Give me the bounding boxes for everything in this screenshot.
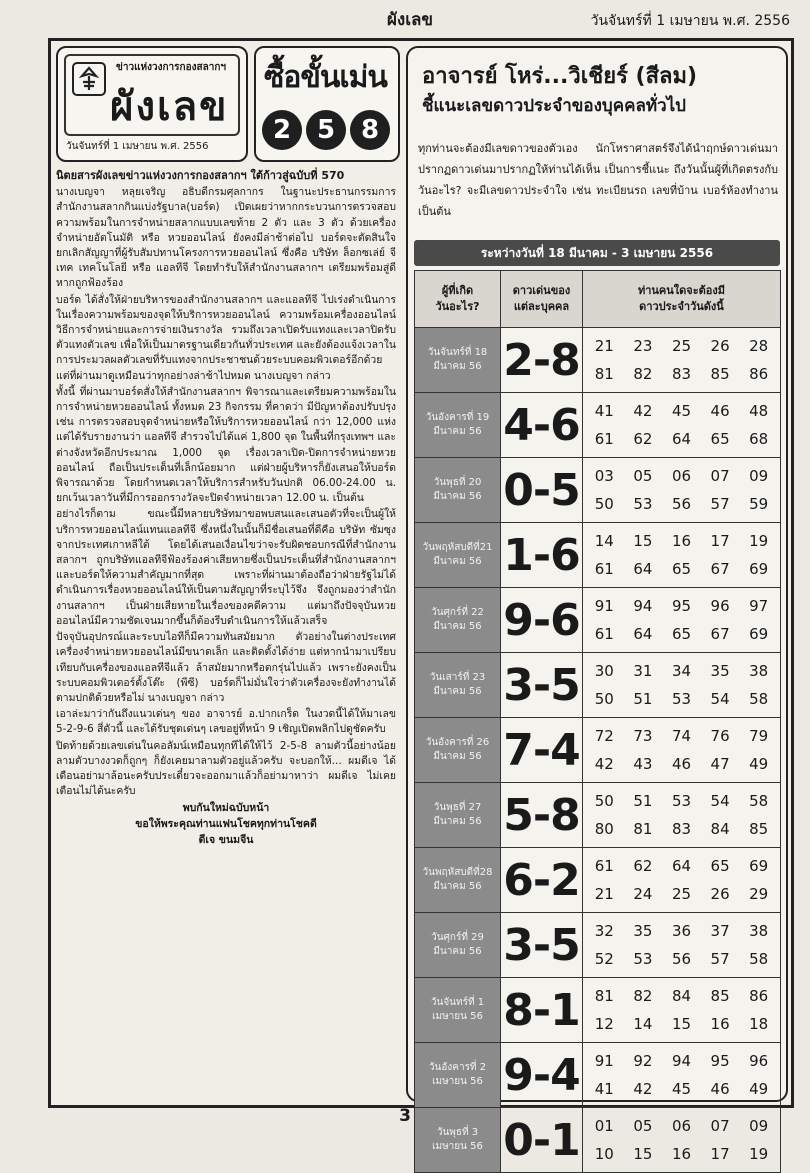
lucky-number: 69 <box>749 560 769 578</box>
lucky-number: 65 <box>710 430 730 448</box>
lucky-number: 49 <box>749 755 769 773</box>
logo-date: วันจันทร์ที่ 1 เมษายน พ.ศ. 2556 <box>66 141 209 152</box>
lucky-number: 51 <box>633 690 653 708</box>
lucky-number: 09 <box>749 1117 769 1135</box>
lucky-number: 85 <box>749 820 769 838</box>
lucky-number: 23 <box>633 337 653 355</box>
news-article <box>56 168 396 848</box>
lucky-number: 85 <box>710 987 730 1005</box>
header-birth-day: ผู้ที่เกิด วันอะไร? <box>415 271 501 328</box>
column-title: อาจารย์ โหร่...วิเชียร์ (สีลม) <box>422 64 698 89</box>
lucky-number: 81 <box>594 365 614 383</box>
lucky-number: 15 <box>633 532 653 550</box>
lucky-number: 53 <box>633 495 653 513</box>
lucky-number: 79 <box>749 727 769 745</box>
signoff-line: ขอให้พระคุณท่านแฟนโชคทุกท่านโชคดี <box>135 818 317 831</box>
lucky-number: 57 <box>710 495 730 513</box>
logo-top-text: ข่าวแห่งวงการกองสลากฯ <box>116 62 226 73</box>
lucky-number: 65 <box>671 560 692 578</box>
lucky-number: 72 <box>594 727 614 745</box>
lucky-number: 54 <box>710 792 730 810</box>
lucky-number: 52 <box>594 950 614 968</box>
table-row <box>415 523 781 588</box>
lucky-number: 42 <box>594 755 614 773</box>
row-day: วันอังคารที่ 26 มีนาคม 56 <box>415 718 501 783</box>
lucky-number: 38 <box>749 922 769 940</box>
lucky-number: 81 <box>633 820 653 838</box>
lucky-number: 36 <box>671 922 692 940</box>
lucky-number: 43 <box>633 755 653 773</box>
lucky-number: 47 <box>710 755 730 773</box>
row-lucky-numbers <box>583 913 781 978</box>
lucky-number: 06 <box>671 1117 692 1135</box>
lucky-number: 06 <box>671 467 692 485</box>
lucky-number: 84 <box>671 987 692 1005</box>
row-day: วันเสาร์ที่ 23 มีนาคม 56 <box>415 653 501 718</box>
row-lucky-pair: 1-6 <box>501 523 583 588</box>
lucky-number: 95 <box>710 1052 730 1070</box>
lucky-number: 14 <box>594 532 614 550</box>
table-row <box>415 588 781 653</box>
signoff-author: ดีเจ ขนมจีน <box>198 834 254 847</box>
lucky-number: 12 <box>594 1015 614 1033</box>
lucky-number: 95 <box>671 597 692 615</box>
lucky-number: 38 <box>749 662 769 680</box>
signoff-line: พบกันใหม่ฉบับหน้า <box>182 802 270 815</box>
astrology-column <box>406 46 788 1166</box>
lucky-number: 05 <box>633 1117 653 1135</box>
row-lucky-pair: 4-6 <box>501 393 583 458</box>
lucky-number: 82 <box>633 987 653 1005</box>
row-day: วันพฤหัสบดีที่28 มีนาคม 56 <box>415 848 501 913</box>
weekly-pick-title: ซื้อขั้นเม่น <box>264 60 387 95</box>
lucky-number: 58 <box>749 950 769 968</box>
table-row <box>415 1108 781 1173</box>
header-lucky-numbers: ท่านคนใดจะต้องมี ดาวประจำวันดังนี้ <box>583 271 781 328</box>
lucky-number: 07 <box>710 467 730 485</box>
lucky-number: 09 <box>749 467 769 485</box>
column-subtitle: ชี้แนะเลขดาวประจำของบุคคลทั่วไป <box>422 96 686 116</box>
lucky-number: 45 <box>671 1080 692 1098</box>
lucky-number: 26 <box>710 337 730 355</box>
header-lucky-pair: ดาวเด่นของ แต่ละบุคคล <box>501 271 583 328</box>
lucky-number: 74 <box>671 727 692 745</box>
lucky-number: 10 <box>594 1145 614 1163</box>
lucky-number: 53 <box>671 690 692 708</box>
lucky-number: 32 <box>594 922 614 940</box>
row-day: วันพุธที่ 20 มีนาคม 56 <box>415 458 501 523</box>
lucky-number: 34 <box>671 662 692 680</box>
lucky-number: 26 <box>710 885 730 903</box>
lucky-number: 73 <box>633 727 653 745</box>
row-lucky-numbers <box>583 848 781 913</box>
table-row <box>415 458 781 523</box>
row-lucky-pair: 0-5 <box>501 458 583 523</box>
lucky-number: 15 <box>633 1145 653 1163</box>
lucky-number: 96 <box>710 597 730 615</box>
lucky-number: 42 <box>633 1080 653 1098</box>
row-day: วันจันทร์ที่ 18 มีนาคม 56 <box>415 328 501 393</box>
magazine-logo <box>56 46 248 162</box>
lucky-number: 84 <box>710 820 730 838</box>
lucky-number: 14 <box>633 1015 653 1033</box>
table-row <box>415 718 781 783</box>
lucky-number: 67 <box>710 560 730 578</box>
lucky-number: 80 <box>594 820 614 838</box>
row-lucky-pair: 9-6 <box>501 588 583 653</box>
lucky-number: 69 <box>749 625 769 643</box>
row-day: วันศุกร์ที่ 29 มีนาคม 56 <box>415 913 501 978</box>
lucky-number: 31 <box>633 662 653 680</box>
lucky-number: 83 <box>671 365 692 383</box>
lucky-number: 65 <box>710 857 730 875</box>
table-row <box>415 393 781 458</box>
lucky-number: 83 <box>671 820 692 838</box>
lucky-number: 21 <box>594 337 614 355</box>
row-day: วันพฤหัสบดีที่21 มีนาคม 56 <box>415 523 501 588</box>
row-lucky-numbers <box>583 783 781 848</box>
article-paragraph: ปิดท้ายด้วยเลขเด่นในคอลัมน์เหมือนทุกทีได้ให้ไว้ 2-5-8 ลามตัวนี้อย่างน้อยลามตัวบางงวดก็ถูกๆ ก็ยังเคยมาลามตัวอยู่แล้วครับ จะบอกให้... ผมดีเจ ได้เดือนอย่ามาล้อนะครับประเดี๋ยวจะออกมาแล้วก็อย่ามาหาว่า ผมดีเจ ไม่เคยเตือนไม่ได้นะครับ <box>56 739 396 798</box>
row-lucky-numbers <box>583 653 781 718</box>
lucky-number: 35 <box>633 922 653 940</box>
lucky-number: 68 <box>749 430 769 448</box>
row-lucky-numbers <box>583 523 781 588</box>
row-lucky-numbers <box>583 1108 781 1173</box>
lucky-number: 46 <box>710 1080 730 1098</box>
lucky-number: 37 <box>710 922 730 940</box>
lucky-number: 96 <box>749 1052 769 1070</box>
table-row <box>415 328 781 393</box>
lucky-number: 50 <box>594 495 614 513</box>
lucky-number: 17 <box>710 532 730 550</box>
row-lucky-pair: 2-8 <box>501 328 583 393</box>
row-day: วันอังคารที่ 19 มีนาคม 56 <box>415 393 501 458</box>
lucky-number: 64 <box>671 857 692 875</box>
lucky-number: 28 <box>749 337 769 355</box>
table-row <box>415 848 781 913</box>
lucky-number: 35 <box>710 662 730 680</box>
lucky-number: 61 <box>594 560 614 578</box>
logo-inner-box <box>64 54 240 136</box>
lucky-number: 81 <box>594 987 614 1005</box>
lucky-number: 29 <box>749 885 769 903</box>
lucky-number: 50 <box>594 690 614 708</box>
table-row <box>415 978 781 1043</box>
lucky-number: 19 <box>749 1145 769 1163</box>
lucky-number: 62 <box>633 430 653 448</box>
lucky-number: 62 <box>633 857 653 875</box>
lucky-number: 48 <box>749 402 769 420</box>
lucky-number: 91 <box>594 1052 614 1070</box>
article-paragraph: ปัจจุบันอุปกรณ์และระบบไอทีก็มีความทันสมัยมาก ตัวอย่างในต่างประเทศเครื่องจำหน่ายหวยออนไลน์มีขนาดเล็ก และติดตั้งได้ง่าย แต่หากนำมาเปรียบเทียบกับเครื่องของแอลทีจีแล้ว ล้าสมัยมากหรือตกรุ่นไปแล้ว เพราะยังคงเป็นระบบคอมพิวเตอร์ตั้งโต๊ะ (พีซี) บอร์ดก็ไม่มั่นใจว่าตัวเครื่องจะยังทำงานได้ตามปกติด้วยหรือไม่ นางเบญจา กล่าว <box>56 631 396 704</box>
page-number: 3 <box>399 1106 411 1126</box>
lucky-number: 56 <box>671 495 692 513</box>
column-intro: ทุกท่านจะต้องมีเลขดาวของตัวเอง นักโหราศาสตร์จึงได้นำฤกษ์ดาวเด่นมาปรากฏดาวเด่นมาปรากฏให้ท่านได้เห็น เป็นการชี้แนะ ถึงวันนั้นผู้ที่เกิดตรงกับวันอะไร? จะมีเลขดาวประจำใจ เช่น ทะเบียนรถ เลขที่บ้าน เบอร์ห้องทำงาน เป็นต้น <box>418 142 778 218</box>
lucky-number: 30 <box>594 662 614 680</box>
lucky-number: 41 <box>594 1080 614 1098</box>
lucky-number: 64 <box>633 560 653 578</box>
lucky-number: 25 <box>671 337 692 355</box>
table-row <box>415 783 781 848</box>
lucky-number: 46 <box>710 402 730 420</box>
paper-name: ผังเลข <box>386 10 434 30</box>
lucky-number: 82 <box>633 365 653 383</box>
lucky-number: 50 <box>594 792 614 810</box>
row-lucky-numbers <box>583 458 781 523</box>
lucky-number: 42 <box>633 402 653 420</box>
article-paragraph: อย่างไรก็ตาม ขณะนี้มีหลายบริษัทมาขอพบสนและเสนอตัวที่จะเป็นผู้ให้บริการหวยออนไลน์แทนแอลทีจี ซึ่งหนึ่งในนั้นก็มีชื่อเสนอที่ดีคือ บริษัท ซัมซุง จากประเทศเกาหลีใต้ โดยได้เสนอเงื่อนไขว่าจะรับผิดชอบกรณีที่สำนักงานสลากฯ ถูกบริษัทแอลทีจีฟ้องร้องค่าเสียหายซึ่งเป็นประเด็นที่สำนักงานสลากฯ และบอร์ดให้ความสำคัญมากที่สุด เพราะที่ผ่านมาต้องถือว่าฝ่ายรัฐไม่ได้ดำเนินการเรื่องหวยออนไลน์ให้เป็นตามสัญญาที่ระบุไว้จึง จึงถูกมองว่าสำนักงานสลากฯ เป็นฝ่ายเสียหายในเรื่องของคดีความ แต่มาถึงปัจจุบันหวยออนไลน์มีความชัดเจนมากขึ้นก็ต้องรีบดำเนินการให้แล้วเสร็จ <box>56 508 396 627</box>
table-row <box>415 1043 781 1108</box>
lucky-number: 56 <box>671 950 692 968</box>
article-paragraph: บอร์ด ได้สั่งให้ฝ่ายบริหารของสำนักงานสลากฯ และแอลทีจี ไปเร่งดำเนินการในเรื่องความพร้อมของจุดให้บริการหวยออนไลน์ ความพร้อมเครื่องออนไลน์ วิธีการจำหน่ายและการจ่ายเงินรางวัล รวมถึงเวลาเปิดรับแทงและเวลาปิดรับตัวแทงตัวเลข เพื่อให้เป็นมาตรฐานเดียวกันทั่วประเทศ และยังต้องแจ้งเวลาในการประมวลผลตัวเลขที่รับแทงจากประชาชนด้วยระบบคอมพิวเตอร์อีกด้วย แต่ที่ผ่านมาดูเหมือนว่าทุกอย่างล่าช้าไปหมด นางเบญจา กล่าว <box>56 293 396 382</box>
lucky-number: 51 <box>633 792 653 810</box>
article-title: นิตยสารผังเลขข่าวแห่งวงการกองสลากฯ ใต้ก้าวสู่ฉบับที่ 570 <box>56 169 345 182</box>
row-lucky-numbers <box>583 1043 781 1108</box>
lucky-number: 91 <box>594 597 614 615</box>
lucky-number: 53 <box>671 792 692 810</box>
issue-date: วันจันทร์ที่ 1 เมษายน พ.ศ. 2556 <box>590 13 790 29</box>
lucky-number: 76 <box>710 727 730 745</box>
row-lucky-pair: 3-5 <box>501 913 583 978</box>
lucky-number: 07 <box>710 1117 730 1135</box>
article-paragraph: นางเบญจา หลุยเจริญ อธิบดีกรมศุลกากร ในฐานะประธานกรรมการสำนักงานสลากกินแบ่งรัฐบาล(บอร์ด) เปิดเผยว่าหากกระบวนการตรวจสอบความพร้อมในการจำหน่ายสลากแบบเลขท้าย 2 ตัว และ 3 ตัว ด้วยเครื่องจำหน่ายอัตโนมัติ หรือ หวยออนไลน์ ยังคงมีล่าช้าต่อไป บอร์ดจะตัดสินใจยกเลิกสัญญาที่ผู้รับสัมปทานโครงการหวยออนไลน์ ซึ่งคือ บริษัท ล็อกซเล่ย์ จีเทค เทคโนโลยี หรือ แอลทีจี โดยทำรับให้สำนักงานสลากฯ เตรียมพร้อมสู่ดีหากถูกฟ้องร้อง <box>56 186 396 290</box>
article-paragraph: ทั้งนี้ ที่ผ่านมาบอร์ดสั่งให้สำนักงานสลากฯ พิจารณาและเตรียมความพร้อมในการจำหน่ายหวยออนไลน์ ทั้งหมด 23 กิจกรรม ที่คาดว่า มีปัญหาต้องปรับปรุง เช่น การตรวจสอบจุดจำหน่ายหรือให้บริการหวยออนไลน์ กว่า 12,000 แห่ง แต่ได้รับรายงานว่า แอลทีจี สำรวจไปได้แค่ 1,800 จุด ในพื้นที่กรุงเทพฯ และต่างจังหวัดอีกประมาณ 1,000 จุด เรื่องเวลาเปิด-ปิดการจำหน่ายหวยออนไลน์ ถือเป็นประเด็นที่เล็กน้อยมาก แต่ฝ่ายผู้บริหารก็ยังเสนอให้บอร์ดพิจารณาด้วย โดยกำหนดเวลาให้บริการสำหรับวันปกติ 06.00-24.00 น. ยกเว้นเวลาวันที่มีการออกรางวัลจะปิดจำหน่ายเวลา 12.00 น. เป็นต้น <box>56 385 396 505</box>
lucky-number: 85 <box>710 365 730 383</box>
lucky-number: 24 <box>633 885 653 903</box>
row-lucky-pair: 5-8 <box>501 783 583 848</box>
lucky-number: 86 <box>749 365 769 383</box>
lucky-number: 17 <box>710 1145 730 1163</box>
lucky-number: 21 <box>594 885 614 903</box>
lucky-number: 53 <box>633 950 653 968</box>
row-lucky-pair: 6-2 <box>501 848 583 913</box>
lucky-number: 94 <box>633 597 653 615</box>
lucky-number: 45 <box>671 402 692 420</box>
lucky-number: 57 <box>710 950 730 968</box>
lucky-number: 86 <box>749 987 769 1005</box>
pick-digit: 2 <box>262 110 302 150</box>
lucky-number: 67 <box>710 625 730 643</box>
article-signoff <box>56 800 396 848</box>
lucky-number: 59 <box>749 495 769 513</box>
lucky-number: 16 <box>671 1145 692 1163</box>
lucky-number: 69 <box>749 857 769 875</box>
lucky-number: 03 <box>594 467 614 485</box>
lucky-number: 54 <box>710 690 730 708</box>
pick-digit: 5 <box>306 110 346 150</box>
table-header-row <box>415 271 781 328</box>
lucky-number: 16 <box>710 1015 730 1033</box>
weekly-pick-box <box>254 46 400 162</box>
lucky-number: 46 <box>671 755 692 773</box>
period-banner: ระหว่างวันที่ 18 มีนาคม - 3 เมษายน 2556 <box>414 240 780 266</box>
lucky-number: 41 <box>594 402 614 420</box>
row-lucky-numbers <box>583 718 781 783</box>
lucky-number-table <box>414 270 781 1173</box>
row-day: วันพุธที่ 3 เมษายน 56 <box>415 1108 501 1173</box>
lucky-number: 05 <box>633 467 653 485</box>
lucky-number: 25 <box>671 885 692 903</box>
row-lucky-numbers <box>583 328 781 393</box>
lucky-number: 61 <box>594 430 614 448</box>
lucky-number: 19 <box>749 532 769 550</box>
lucky-number: 61 <box>594 625 614 643</box>
lucky-number: 18 <box>749 1015 769 1033</box>
row-lucky-pair: 3-5 <box>501 653 583 718</box>
row-lucky-numbers <box>583 393 781 458</box>
row-lucky-numbers <box>583 978 781 1043</box>
row-lucky-pair: 8-1 <box>501 978 583 1043</box>
lucky-number: 16 <box>671 532 692 550</box>
row-day: วันพุธที่ 27 มีนาคม 56 <box>415 783 501 848</box>
logo-wordmark: ผังเลข <box>110 83 229 130</box>
lucky-number: 94 <box>671 1052 692 1070</box>
pick-digit: 8 <box>350 110 390 150</box>
lucky-number: 97 <box>749 597 769 615</box>
lucky-number: 65 <box>671 625 692 643</box>
weekly-pick-digits <box>262 110 390 150</box>
table-row <box>415 653 781 718</box>
lucky-number: 15 <box>671 1015 692 1033</box>
row-lucky-numbers <box>583 588 781 653</box>
lucky-number: 58 <box>749 792 769 810</box>
lucky-number: 61 <box>594 857 614 875</box>
lucky-number: 01 <box>594 1117 614 1135</box>
row-lucky-pair: 9-4 <box>501 1043 583 1108</box>
row-lucky-pair: 7-4 <box>501 718 583 783</box>
lucky-number: 64 <box>671 430 692 448</box>
row-lucky-pair: 0-1 <box>501 1108 583 1173</box>
lucky-number: 58 <box>749 690 769 708</box>
row-day: วันอังคารที่ 2 เมษายน 56 <box>415 1043 501 1108</box>
lucky-number: 92 <box>633 1052 653 1070</box>
lucky-number: 49 <box>749 1080 769 1098</box>
lucky-number: 64 <box>633 625 653 643</box>
article-paragraph: เอาล่ะมาว่ากันถึงแนวเด่นๆ ของ อาจารย์ อ.ปากเกร็ด ในงวดนี้ได้ให้มาเลข 5-2-9-6 สี่ตัวนี้ และได้รับชุดเด่นๆ เลขอยู่ที่หน้า 9 เชิญเปิดพลิกไปดูชัดครับ <box>56 708 396 736</box>
table-row <box>415 913 781 978</box>
emblem-icon <box>72 62 106 96</box>
row-day: วันศุกร์ที่ 22 มีนาคม 56 <box>415 588 501 653</box>
row-day: วันจันทร์ที่ 1 เมษายน 56 <box>415 978 501 1043</box>
